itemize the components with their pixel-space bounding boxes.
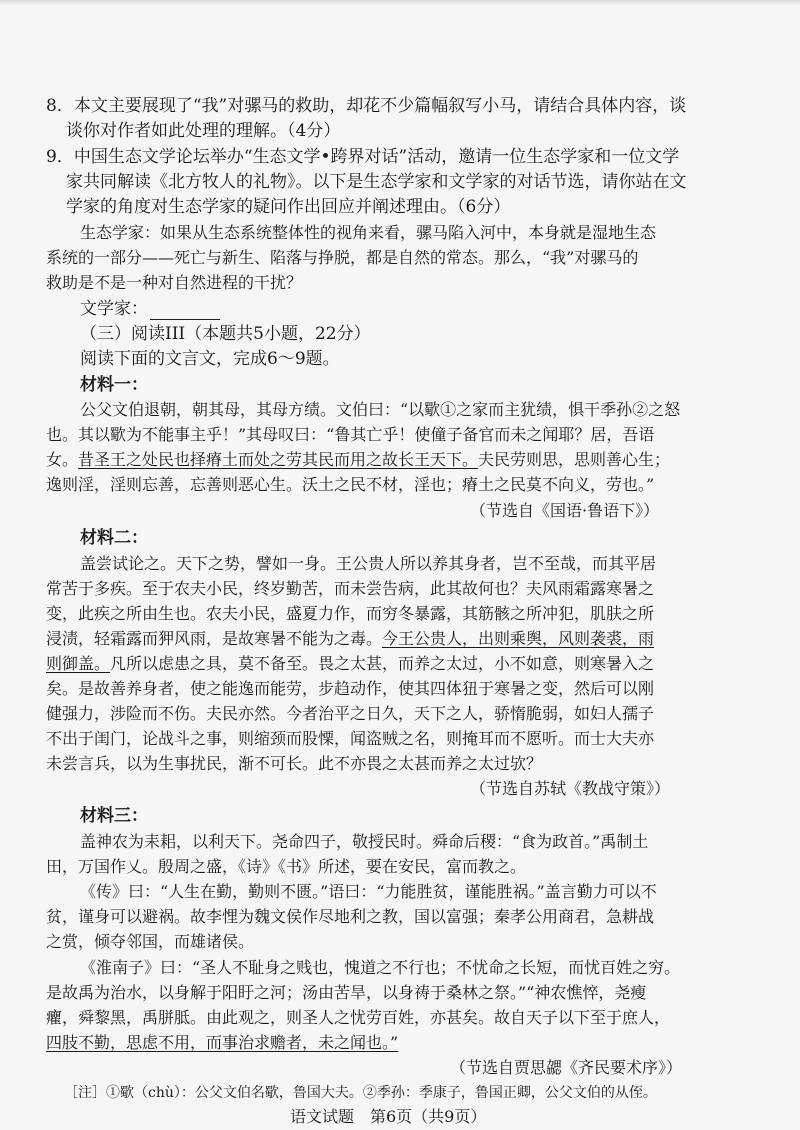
q9-ecologist-line-2: 系统的一部分——死亡与新生、陷落与挣脱，都是自然的常态。那么，“我”对骡马的 bbox=[46, 248, 639, 267]
page-footer: 语文试题 第6页（共9页） bbox=[290, 1107, 487, 1126]
material-3-line-2: 田，万国作乂。殷周之盛，《诗》《书》所述，要在安民，富而教之。 bbox=[46, 857, 527, 876]
material-2-line-3: 变，此疾之所由生也。农夫小民，盛夏力作，而穷冬暴露，其筋骸之所冲犯，肌肤之所 bbox=[46, 604, 655, 623]
material-3-line-8: 癯，舜黎黑，禹胼胝。由此观之，则圣人之忧劳百姓，亦甚矣。故自天子以下至于庶人， bbox=[46, 1008, 671, 1027]
material-2-line-7: 健强力，涉险而不伤。夫民亦然。今者治平之日久，天下之人，骄惰脆弱，如妇人孺子 bbox=[46, 704, 655, 723]
material-3-source: （节选自贾思勰《齐民要术序》） bbox=[450, 1058, 683, 1077]
material-2-line-9: 未尝言兵，以为生事扰民，渐不可长。此不亦畏之太甚而养之太过欤？ bbox=[46, 754, 543, 773]
material-3-line-1: 盖神农为耒耜，以利天下。尧命四子，敬授民时。舜命后稷：“食为政首。”禹制土 bbox=[80, 832, 649, 851]
material-1-line-3-end: 夫民劳则思，思则善心生； bbox=[478, 450, 671, 469]
material-3-line-7: 是故禹为治水，以身解于阳盱之河；汤由苦旱，以身祷于桑林之祭。”“神农憔悴，尧瘦 bbox=[46, 983, 647, 1002]
q9-writer-answer bbox=[80, 298, 220, 320]
material-1-line-1: 公父文伯退朝，朝其母，其母方绩。文伯曰：“以歜①之家而主犹绩，惧干季孙②之怒 bbox=[80, 400, 681, 419]
material-1-source: （节选自《国语·鲁语下》） bbox=[470, 501, 660, 520]
underlined-sentence-2b: 则御盖。 bbox=[46, 654, 111, 673]
q8-line-2: 谈你对作者如此处理的理解。（4分） bbox=[66, 121, 341, 141]
q9-ecologist-line-3: 救助是不是一种对自然进程的干扰？ bbox=[46, 273, 303, 292]
page-top-edge bbox=[0, 0, 800, 6]
material-2-line-5 bbox=[46, 653, 654, 675]
material-3-line-6: 《淮南子》曰：“圣人不耻身之贱也，愧道之不行也；不忧命之长短，而忧百姓之穷。 bbox=[80, 958, 681, 977]
q9-line-1: 9．中国生态文学论坛举办“生态文学•跨界对话”活动，邀请一位生态学家和一位文学 bbox=[46, 147, 680, 167]
q9-line-2: 家共同解读《北方牧人的礼物》。以下是生态学家和文学家的对话节选，请你站在文 bbox=[66, 172, 687, 192]
underlined-sentence-1: 昔圣王之处民也择瘠土而处之劳其民而用之故长王天下。 bbox=[78, 450, 479, 469]
material-3-label: 材料三： bbox=[80, 806, 148, 826]
material-3-line-3: 《传》曰：“人生在勤，勤则不匮。”语曰：“力能胜贫，谨能胜祸。”盖言勤力可以不 bbox=[80, 882, 657, 901]
material-1-label: 材料一： bbox=[80, 375, 148, 395]
material-2-line-4-start: 浸渍，轻霜露而狎风雨，是故寒暑不能为之毒。 bbox=[46, 629, 383, 648]
material-1-line-3-start: 女。 bbox=[46, 450, 79, 469]
material-2-line-5-end: 凡所以虑患之具，莫不备至。畏之太甚，而养之太过，小不如意，则寒暑入之 bbox=[110, 654, 655, 673]
material-2-line-4 bbox=[46, 628, 654, 650]
underlined-sentence-3: 四肢不勤，思虑不用，而事治求赡者，未之闻也。” bbox=[46, 1033, 399, 1052]
q8-line-1: 8．本文主要展现了“我”对骡马的救助，却花不少篇幅叙写小马，请结合具体内容，谈 bbox=[46, 96, 687, 116]
material-2-line-2: 常苦于多疾。至于农夫小民，终岁勤苦，而未尝告病，此其故何也？夫风雨霜露寒暑之 bbox=[46, 579, 655, 598]
material-3-line-5: 之赏，倾夺邻国，而雄诸侯。 bbox=[46, 932, 255, 951]
material-2-source: （节选自苏轼《教战守策》） bbox=[470, 779, 671, 798]
material-1-line-4: 逸则淫，淫则忘善，忘善则恶心生。沃土之民不材，淫也；瘠土之民莫不向义，劳也。” bbox=[46, 475, 655, 494]
underlined-sentence-2a: 今王公贵人，出则乘舆，风则袭裘，雨 bbox=[382, 629, 655, 648]
material-1-line-3 bbox=[46, 449, 670, 471]
material-2-label: 材料二： bbox=[80, 528, 148, 548]
material-3-line-9 bbox=[46, 1032, 398, 1054]
material-3-line-4: 贫，谨身可以避祸。故李悝为魏文侯作尽地利之教，国以富强；秦孝公用商君，急耕战 bbox=[46, 907, 655, 926]
answer-blank bbox=[150, 303, 220, 320]
footnote: ［注］①歜（chù）：公父文伯名歜，鲁国大夫。②季孙：季康子，鲁国正卿，公父文伯的从侄。 bbox=[64, 1085, 657, 1101]
q9-ecologist-line-1: 生态学家：如果从生态系统整体性的视角来看，骡马陷入河中，本身就是湿地生态 bbox=[80, 223, 657, 242]
section-3-instruction: 阅读下面的文言文，完成6～9题。 bbox=[80, 349, 340, 369]
material-1-line-2: 也。其以歜为不能事主乎！”其母叹曰：“鲁其亡乎！使僮子备官而未之闻耶？居，吾语 bbox=[46, 425, 655, 444]
material-2-line-8: 不出于闺门，论战斗之事，则缩颈而股慄，闻盗贼之名，则掩耳而不愿听。而士大夫亦 bbox=[46, 729, 655, 748]
section-3-heading: （三）阅读III（本题共5小题，22分） bbox=[80, 324, 371, 344]
q9-writer-label: 文学家： bbox=[80, 299, 148, 319]
material-2-line-6: 矣。是故善养身者，使之能逸而能劳，步趋动作，使其四体狃于寒暑之变，然后可以刚 bbox=[46, 679, 655, 698]
material-2-line-1: 盖尝试论之。天下之势，譬如一身。王公贵人所以养其身者，岂不至哉，而其平居 bbox=[80, 554, 657, 573]
q9-line-3: 学家的角度对生态学家的疑问作出回应并阐述理由。（6分） bbox=[66, 197, 511, 217]
